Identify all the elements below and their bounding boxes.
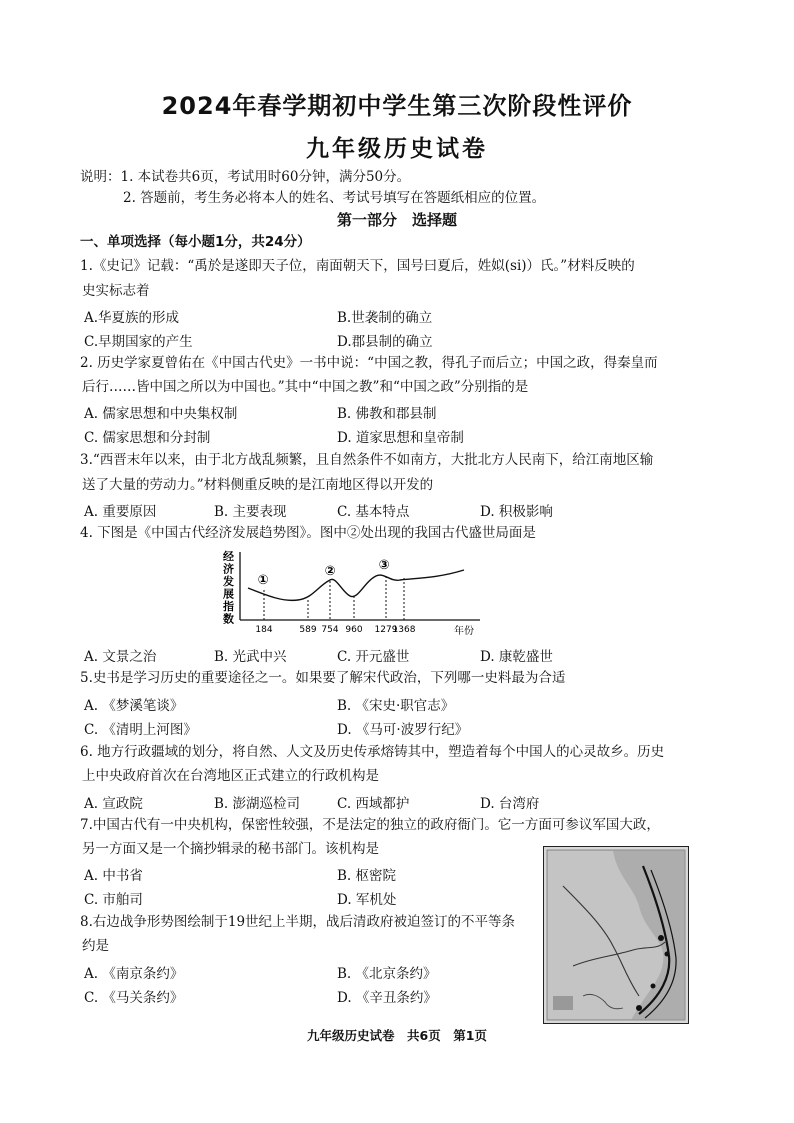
chart-x-tick-label: 1279 — [374, 625, 398, 635]
q3-option-c[interactable]: C. 基本特点 — [337, 504, 410, 520]
q8-option-c[interactable]: C. 《马关条约》 — [84, 990, 184, 1006]
q6-option-c[interactable]: C. 西域都护 — [337, 796, 410, 812]
chart-x-tick-label: 960 — [345, 625, 363, 635]
q5-option-c[interactable]: C. 《清明上河图》 — [84, 722, 197, 738]
q7-option-d[interactable]: D. 军机处 — [337, 892, 397, 908]
q1-option-d[interactable]: D.郡县制的确立 — [337, 334, 433, 350]
q6-option-b[interactable]: B. 澎湖巡检司 — [214, 796, 301, 812]
q4-option-a[interactable]: A. 文景之治 — [84, 649, 157, 665]
q3-option-d[interactable]: D. 积极影响 — [480, 504, 553, 520]
q6-stem-line-1: 6. 地方行政疆域的划分，将自然、人文及历史传承熔铸其中，塑造着每个中国人的心灵故乡。历史 — [80, 744, 665, 760]
q8-option-a[interactable]: A. 《南京条约》 — [84, 966, 184, 982]
economy-trend-chart — [218, 548, 488, 638]
q7-option-c[interactable]: C. 市舶司 — [84, 892, 143, 908]
note-line-1: 说明：1. 本试卷共6页，考试用时60分钟，满分50分。 — [80, 169, 411, 185]
q4-option-b[interactable]: B. 光武中兴 — [214, 649, 287, 665]
q2-option-d[interactable]: D. 道家思想和皇帝制 — [337, 430, 464, 446]
q7-stem-line-1: 7.中国古代有一中央机构，保密性较强，不是法定的独立的政府衙门。它一方面可参议军国大政， — [80, 817, 660, 833]
q6-option-a[interactable]: A. 宣政院 — [84, 796, 143, 812]
q4-option-c[interactable]: C. 开元盛世 — [337, 649, 410, 665]
q3-stem-line-1: 3.“西晋末年以来，由于北方战乱频繁，且自然条件不如南方，大批北方人民南下，给江南地区输 — [80, 452, 654, 468]
q2-stem-line-1: 2. 历史学家夏曾佑在《中国古代史》一书中说：“中国之教，得孔子而后立；中国之政，得秦皇而 — [80, 355, 658, 371]
chart-marker-label: ② — [324, 564, 336, 579]
chart-ylabel: 经济发展指数 — [223, 550, 234, 626]
q1-option-a[interactable]: A.华夏族的形成 — [84, 310, 180, 326]
q2-option-c[interactable]: C. 儒家思想和分封制 — [84, 430, 211, 446]
chart-x-tick-label: 754 — [321, 625, 339, 635]
q6-stem-line-2: 上中央政府首次在台湾地区正式建立的行政机构是 — [82, 768, 379, 784]
chart-x-tick-label: 589 — [299, 625, 317, 635]
q5-option-b[interactable]: B. 《宋史·职官志》 — [337, 698, 455, 714]
q3-stem-line-2: 送了大量的劳动力。”材料侧重反映的是江南地区得以开发的 — [82, 477, 434, 493]
q8-option-b[interactable]: B. 《北京条约》 — [337, 966, 437, 982]
q7-option-a[interactable]: A. 中书省 — [84, 868, 143, 884]
q6-option-d[interactable]: D. 台湾府 — [480, 796, 540, 812]
section-title: 一、单项选择（每小题1分，共24分） — [80, 234, 311, 250]
q7-option-b[interactable]: B. 枢密院 — [337, 868, 397, 884]
chart-x-tick-label: 1368 — [392, 625, 416, 635]
q1-option-c[interactable]: C.早期国家的产生 — [84, 334, 193, 350]
q3-option-a[interactable]: A. 重要原因 — [84, 504, 157, 520]
q8-stem-line-2: 约是 — [82, 938, 109, 954]
q5-option-a[interactable]: A. 《梦溪笔谈》 — [84, 698, 184, 714]
war-situation-map — [543, 846, 689, 1024]
part-title: 第一部分 选择题 — [336, 211, 457, 229]
q1-stem-line-2: 史实标志着 — [82, 283, 150, 299]
note-line-2: 2. 答题前，考生务必将本人的姓名、考试号填写在答题纸相应的位置。 — [123, 190, 546, 206]
q5-stem: 5.史书是学习历史的重要途径之一。如果要了解宋代政治，下列哪一史料最为合适 — [80, 670, 566, 686]
chart-marker-label: ① — [257, 573, 269, 588]
q2-option-b[interactable]: B. 佛教和郡县制 — [337, 406, 437, 422]
q1-stem-line-1: 1.《史记》记载：“禹於是遂即天子位，南面朝天下，国号曰夏后，姓姒(si)）氏。”材料反映的 — [80, 258, 635, 274]
q4-stem: 4. 下图是《中国古代经济发展趋势图》。图中②处出现的我国古代盛世局面是 — [80, 525, 536, 541]
chart-marker-label: ③ — [378, 558, 390, 573]
q1-option-b[interactable]: B.世袭制的确立 — [337, 310, 433, 326]
q2-option-a[interactable]: A. 儒家思想和中央集权制 — [84, 406, 238, 422]
q3-option-b[interactable]: B. 主要表现 — [214, 504, 287, 520]
q5-option-d[interactable]: D. 《马可·波罗行纪》 — [337, 722, 469, 738]
chart-x-tick-label: 184 — [255, 625, 273, 635]
q7-stem-line-2: 另一方面又是一个摘抄辑录的秘书部门。该机构是 — [82, 841, 379, 857]
page-footer: 九年级历史试卷 共6页 第1页 — [307, 1028, 487, 1043]
q2-stem-line-2: 后行……皆中国之所以为中国也。”其中“中国之教”和“中国之政”分别指的是 — [82, 379, 529, 395]
q8-option-d[interactable]: D. 《辛丑条约》 — [337, 990, 437, 1006]
q4-option-d[interactable]: D. 康乾盛世 — [480, 649, 553, 665]
chart-xlabel: 年份 — [454, 626, 474, 637]
exam-subtitle: 九年级历史试卷 — [306, 136, 488, 162]
exam-title: 2024年春学期初中学生第三次阶段性评价 — [161, 92, 633, 120]
trend-line — [248, 570, 464, 600]
q8-stem-line-1: 8.右边战争形势图绘制于19世纪上半期，战后清政府被迫签订的不平等条 — [80, 914, 516, 930]
